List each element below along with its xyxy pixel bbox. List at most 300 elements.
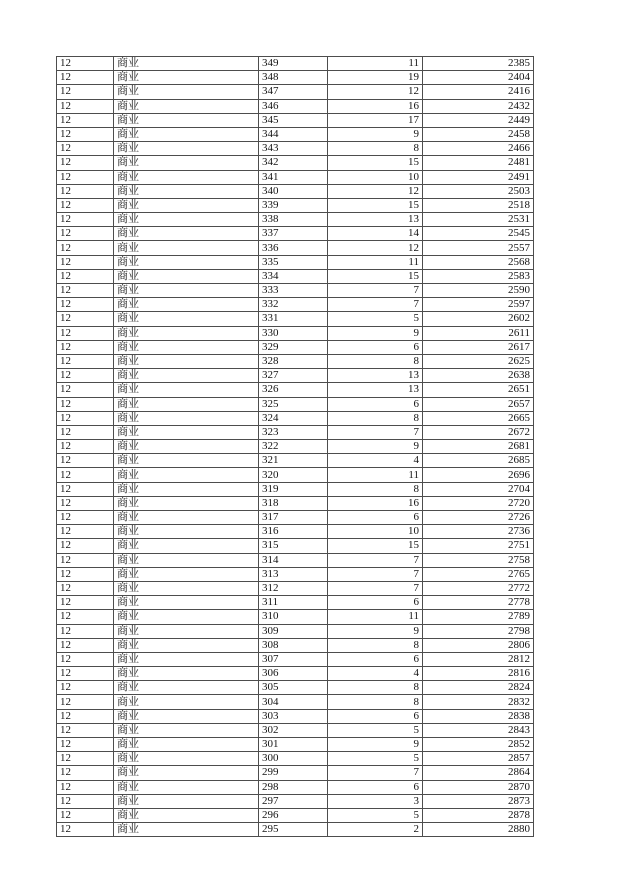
cell-category-name: 商业 xyxy=(114,482,259,496)
cell-category-code: 12 xyxy=(57,269,114,283)
cell-cumulative-count: 2518 xyxy=(423,198,534,212)
cell-cumulative-count: 2491 xyxy=(423,170,534,184)
cell-category-name: 商业 xyxy=(114,411,259,425)
table-row xyxy=(57,539,534,553)
cell-count: 6 xyxy=(328,652,423,666)
cell-score: 339 xyxy=(259,198,328,212)
cell-category-name: 商业 xyxy=(114,440,259,454)
cell-cumulative-count: 2838 xyxy=(423,709,534,723)
cell-count: 14 xyxy=(328,227,423,241)
cell-score: 310 xyxy=(259,610,328,624)
cell-count: 12 xyxy=(328,241,423,255)
table-row xyxy=(57,511,534,525)
cell-score: 303 xyxy=(259,709,328,723)
cell-category-code: 12 xyxy=(57,652,114,666)
cell-count: 7 xyxy=(328,425,423,439)
table-row xyxy=(57,709,534,723)
cell-category-name: 商业 xyxy=(114,638,259,652)
cell-cumulative-count: 2870 xyxy=(423,780,534,794)
cell-count: 9 xyxy=(328,127,423,141)
table-row xyxy=(57,468,534,482)
table-row xyxy=(57,454,534,468)
cell-category-code: 12 xyxy=(57,170,114,184)
table-row xyxy=(57,113,534,127)
table-row xyxy=(57,298,534,312)
cell-score: 318 xyxy=(259,496,328,510)
cell-category-code: 12 xyxy=(57,57,114,71)
cell-category-code: 12 xyxy=(57,496,114,510)
cell-count: 10 xyxy=(328,170,423,184)
cell-cumulative-count: 2602 xyxy=(423,312,534,326)
table-row xyxy=(57,525,534,539)
cell-category-name: 商业 xyxy=(114,241,259,255)
cell-cumulative-count: 2638 xyxy=(423,369,534,383)
cell-cumulative-count: 2503 xyxy=(423,184,534,198)
table-row xyxy=(57,766,534,780)
cell-category-name: 商业 xyxy=(114,709,259,723)
cell-cumulative-count: 2772 xyxy=(423,581,534,595)
table-row xyxy=(57,213,534,227)
cell-score: 300 xyxy=(259,752,328,766)
cell-category-name: 商业 xyxy=(114,156,259,170)
cell-category-name: 商业 xyxy=(114,340,259,354)
cell-cumulative-count: 2590 xyxy=(423,284,534,298)
score-distribution-table xyxy=(56,56,534,837)
cell-count: 6 xyxy=(328,780,423,794)
cell-score: 335 xyxy=(259,255,328,269)
cell-cumulative-count: 2812 xyxy=(423,652,534,666)
cell-category-name: 商业 xyxy=(114,496,259,510)
table-row xyxy=(57,425,534,439)
cell-score: 313 xyxy=(259,567,328,581)
cell-count: 8 xyxy=(328,411,423,425)
cell-count: 4 xyxy=(328,667,423,681)
cell-score: 331 xyxy=(259,312,328,326)
table-row xyxy=(57,596,534,610)
cell-cumulative-count: 2625 xyxy=(423,354,534,368)
table-row xyxy=(57,496,534,510)
cell-category-code: 12 xyxy=(57,184,114,198)
cell-cumulative-count: 2531 xyxy=(423,213,534,227)
cell-category-name: 商业 xyxy=(114,312,259,326)
table-row xyxy=(57,227,534,241)
table-row xyxy=(57,482,534,496)
cell-category-code: 12 xyxy=(57,156,114,170)
cell-score: 334 xyxy=(259,269,328,283)
cell-score: 326 xyxy=(259,383,328,397)
table-row xyxy=(57,567,534,581)
cell-count: 5 xyxy=(328,808,423,822)
cell-cumulative-count: 2449 xyxy=(423,113,534,127)
table-row xyxy=(57,170,534,184)
cell-score: 301 xyxy=(259,738,328,752)
cell-category-code: 12 xyxy=(57,794,114,808)
cell-cumulative-count: 2789 xyxy=(423,610,534,624)
cell-score: 314 xyxy=(259,553,328,567)
cell-count: 5 xyxy=(328,312,423,326)
table-row xyxy=(57,255,534,269)
cell-score: 308 xyxy=(259,638,328,652)
cell-category-code: 12 xyxy=(57,780,114,794)
cell-score: 296 xyxy=(259,808,328,822)
cell-category-name: 商业 xyxy=(114,766,259,780)
cell-cumulative-count: 2696 xyxy=(423,468,534,482)
table-row xyxy=(57,241,534,255)
cell-category-code: 12 xyxy=(57,709,114,723)
table-row xyxy=(57,695,534,709)
cell-category-name: 商业 xyxy=(114,354,259,368)
table-row xyxy=(57,142,534,156)
cell-category-name: 商业 xyxy=(114,213,259,227)
cell-score: 346 xyxy=(259,99,328,113)
cell-count: 7 xyxy=(328,581,423,595)
table-row xyxy=(57,156,534,170)
cell-cumulative-count: 2672 xyxy=(423,425,534,439)
cell-category-code: 12 xyxy=(57,397,114,411)
cell-count: 9 xyxy=(328,624,423,638)
cell-category-code: 12 xyxy=(57,213,114,227)
cell-score: 320 xyxy=(259,468,328,482)
cell-cumulative-count: 2816 xyxy=(423,667,534,681)
cell-cumulative-count: 2416 xyxy=(423,85,534,99)
table-row xyxy=(57,638,534,652)
cell-category-code: 12 xyxy=(57,241,114,255)
cell-category-name: 商业 xyxy=(114,596,259,610)
cell-score: 323 xyxy=(259,425,328,439)
table-row xyxy=(57,198,534,212)
cell-category-name: 商业 xyxy=(114,553,259,567)
table-row xyxy=(57,411,534,425)
cell-count: 8 xyxy=(328,638,423,652)
cell-category-name: 商业 xyxy=(114,794,259,808)
cell-cumulative-count: 2704 xyxy=(423,482,534,496)
cell-score: 328 xyxy=(259,354,328,368)
cell-cumulative-count: 2568 xyxy=(423,255,534,269)
cell-category-name: 商业 xyxy=(114,567,259,581)
cell-cumulative-count: 2832 xyxy=(423,695,534,709)
table-row xyxy=(57,397,534,411)
cell-category-name: 商业 xyxy=(114,57,259,71)
cell-score: 304 xyxy=(259,695,328,709)
cell-score: 312 xyxy=(259,581,328,595)
cell-count: 2 xyxy=(328,823,423,837)
cell-category-name: 商业 xyxy=(114,624,259,638)
cell-score: 349 xyxy=(259,57,328,71)
cell-category-name: 商业 xyxy=(114,298,259,312)
cell-cumulative-count: 2665 xyxy=(423,411,534,425)
cell-score: 324 xyxy=(259,411,328,425)
cell-category-name: 商业 xyxy=(114,170,259,184)
cell-category-name: 商业 xyxy=(114,198,259,212)
cell-category-name: 商业 xyxy=(114,227,259,241)
cell-score: 297 xyxy=(259,794,328,808)
cell-category-code: 12 xyxy=(57,354,114,368)
cell-count: 6 xyxy=(328,709,423,723)
cell-count: 17 xyxy=(328,113,423,127)
cell-score: 305 xyxy=(259,681,328,695)
cell-category-code: 12 xyxy=(57,411,114,425)
cell-category-code: 12 xyxy=(57,596,114,610)
table-row xyxy=(57,383,534,397)
cell-category-code: 12 xyxy=(57,624,114,638)
cell-count: 8 xyxy=(328,354,423,368)
cell-category-name: 商业 xyxy=(114,142,259,156)
cell-category-code: 12 xyxy=(57,482,114,496)
cell-cumulative-count: 2824 xyxy=(423,681,534,695)
cell-category-name: 商业 xyxy=(114,425,259,439)
cell-score: 338 xyxy=(259,213,328,227)
cell-category-name: 商业 xyxy=(114,752,259,766)
cell-category-name: 商业 xyxy=(114,610,259,624)
table-row xyxy=(57,127,534,141)
cell-category-code: 12 xyxy=(57,511,114,525)
cell-category-code: 12 xyxy=(57,823,114,837)
cell-category-code: 12 xyxy=(57,738,114,752)
cell-score: 337 xyxy=(259,227,328,241)
cell-count: 9 xyxy=(328,326,423,340)
cell-score: 340 xyxy=(259,184,328,198)
cell-score: 295 xyxy=(259,823,328,837)
cell-score: 319 xyxy=(259,482,328,496)
cell-count: 11 xyxy=(328,610,423,624)
table-row xyxy=(57,681,534,695)
cell-cumulative-count: 2481 xyxy=(423,156,534,170)
cell-count: 11 xyxy=(328,255,423,269)
table-row xyxy=(57,57,534,71)
cell-category-code: 12 xyxy=(57,425,114,439)
cell-category-code: 12 xyxy=(57,567,114,581)
table-row xyxy=(57,553,534,567)
cell-score: 341 xyxy=(259,170,328,184)
cell-cumulative-count: 2864 xyxy=(423,766,534,780)
cell-score: 309 xyxy=(259,624,328,638)
cell-category-name: 商业 xyxy=(114,397,259,411)
cell-category-name: 商业 xyxy=(114,383,259,397)
cell-cumulative-count: 2545 xyxy=(423,227,534,241)
cell-category-name: 商业 xyxy=(114,667,259,681)
cell-category-code: 12 xyxy=(57,808,114,822)
table-row xyxy=(57,723,534,737)
cell-cumulative-count: 2857 xyxy=(423,752,534,766)
cell-score: 306 xyxy=(259,667,328,681)
cell-cumulative-count: 2726 xyxy=(423,511,534,525)
cell-cumulative-count: 2751 xyxy=(423,539,534,553)
cell-category-code: 12 xyxy=(57,99,114,113)
cell-count: 9 xyxy=(328,738,423,752)
cell-category-code: 12 xyxy=(57,539,114,553)
cell-score: 348 xyxy=(259,71,328,85)
cell-count: 15 xyxy=(328,198,423,212)
table-row xyxy=(57,780,534,794)
cell-score: 345 xyxy=(259,113,328,127)
cell-cumulative-count: 2736 xyxy=(423,525,534,539)
cell-score: 317 xyxy=(259,511,328,525)
cell-category-code: 12 xyxy=(57,695,114,709)
cell-score: 325 xyxy=(259,397,328,411)
cell-cumulative-count: 2657 xyxy=(423,397,534,411)
cell-category-name: 商业 xyxy=(114,681,259,695)
cell-category-code: 12 xyxy=(57,326,114,340)
cell-count: 10 xyxy=(328,525,423,539)
cell-category-code: 12 xyxy=(57,638,114,652)
cell-cumulative-count: 2843 xyxy=(423,723,534,737)
cell-category-code: 12 xyxy=(57,667,114,681)
cell-category-code: 12 xyxy=(57,312,114,326)
cell-score: 342 xyxy=(259,156,328,170)
cell-category-name: 商业 xyxy=(114,255,259,269)
cell-cumulative-count: 2597 xyxy=(423,298,534,312)
table-row xyxy=(57,794,534,808)
cell-category-code: 12 xyxy=(57,227,114,241)
cell-count: 13 xyxy=(328,369,423,383)
cell-score: 321 xyxy=(259,454,328,468)
cell-count: 6 xyxy=(328,397,423,411)
cell-cumulative-count: 2458 xyxy=(423,127,534,141)
cell-score: 332 xyxy=(259,298,328,312)
cell-cumulative-count: 2466 xyxy=(423,142,534,156)
cell-cumulative-count: 2852 xyxy=(423,738,534,752)
cell-category-name: 商业 xyxy=(114,539,259,553)
cell-score: 329 xyxy=(259,340,328,354)
cell-cumulative-count: 2617 xyxy=(423,340,534,354)
cell-count: 6 xyxy=(328,340,423,354)
table-row xyxy=(57,369,534,383)
cell-count: 8 xyxy=(328,482,423,496)
cell-cumulative-count: 2758 xyxy=(423,553,534,567)
table-row xyxy=(57,752,534,766)
cell-category-code: 12 xyxy=(57,766,114,780)
cell-category-code: 12 xyxy=(57,752,114,766)
cell-category-code: 12 xyxy=(57,525,114,539)
table-row xyxy=(57,823,534,837)
table-row xyxy=(57,610,534,624)
cell-category-code: 12 xyxy=(57,85,114,99)
cell-cumulative-count: 2798 xyxy=(423,624,534,638)
table-row xyxy=(57,354,534,368)
cell-cumulative-count: 2611 xyxy=(423,326,534,340)
table-row xyxy=(57,184,534,198)
cell-category-code: 12 xyxy=(57,681,114,695)
cell-count: 5 xyxy=(328,752,423,766)
cell-count: 13 xyxy=(328,383,423,397)
cell-count: 8 xyxy=(328,695,423,709)
cell-score: 347 xyxy=(259,85,328,99)
cell-category-code: 12 xyxy=(57,454,114,468)
cell-score: 298 xyxy=(259,780,328,794)
table-row xyxy=(57,581,534,595)
cell-count: 7 xyxy=(328,298,423,312)
cell-cumulative-count: 2432 xyxy=(423,99,534,113)
cell-cumulative-count: 2878 xyxy=(423,808,534,822)
cell-score: 299 xyxy=(259,766,328,780)
cell-score: 322 xyxy=(259,440,328,454)
cell-cumulative-count: 2651 xyxy=(423,383,534,397)
cell-category-code: 12 xyxy=(57,723,114,737)
cell-count: 11 xyxy=(328,468,423,482)
cell-count: 4 xyxy=(328,454,423,468)
cell-category-code: 12 xyxy=(57,142,114,156)
cell-score: 302 xyxy=(259,723,328,737)
cell-score: 333 xyxy=(259,284,328,298)
cell-category-name: 商业 xyxy=(114,823,259,837)
cell-count: 15 xyxy=(328,269,423,283)
table-row xyxy=(57,624,534,638)
cell-count: 11 xyxy=(328,57,423,71)
cell-category-code: 12 xyxy=(57,71,114,85)
table-row xyxy=(57,340,534,354)
cell-count: 15 xyxy=(328,539,423,553)
cell-count: 7 xyxy=(328,553,423,567)
cell-score: 311 xyxy=(259,596,328,610)
cell-count: 8 xyxy=(328,142,423,156)
cell-count: 9 xyxy=(328,440,423,454)
cell-category-name: 商业 xyxy=(114,184,259,198)
cell-count: 7 xyxy=(328,766,423,780)
cell-score: 315 xyxy=(259,539,328,553)
table-row xyxy=(57,99,534,113)
table-row xyxy=(57,738,534,752)
cell-category-code: 12 xyxy=(57,610,114,624)
cell-cumulative-count: 2873 xyxy=(423,794,534,808)
cell-category-name: 商业 xyxy=(114,127,259,141)
cell-category-code: 12 xyxy=(57,298,114,312)
cell-count: 13 xyxy=(328,213,423,227)
table-row xyxy=(57,326,534,340)
cell-count: 12 xyxy=(328,85,423,99)
cell-category-name: 商业 xyxy=(114,808,259,822)
cell-count: 5 xyxy=(328,723,423,737)
cell-category-name: 商业 xyxy=(114,723,259,737)
cell-count: 6 xyxy=(328,596,423,610)
cell-category-name: 商业 xyxy=(114,71,259,85)
table-row xyxy=(57,440,534,454)
cell-category-code: 12 xyxy=(57,340,114,354)
cell-score: 344 xyxy=(259,127,328,141)
cell-category-code: 12 xyxy=(57,284,114,298)
cell-category-name: 商业 xyxy=(114,468,259,482)
cell-score: 336 xyxy=(259,241,328,255)
cell-count: 19 xyxy=(328,71,423,85)
cell-cumulative-count: 2880 xyxy=(423,823,534,837)
cell-category-name: 商业 xyxy=(114,738,259,752)
cell-score: 316 xyxy=(259,525,328,539)
cell-category-name: 商业 xyxy=(114,511,259,525)
cell-count: 16 xyxy=(328,496,423,510)
cell-cumulative-count: 2778 xyxy=(423,596,534,610)
cell-count: 12 xyxy=(328,184,423,198)
cell-category-code: 12 xyxy=(57,113,114,127)
cell-cumulative-count: 2681 xyxy=(423,440,534,454)
cell-category-name: 商业 xyxy=(114,284,259,298)
cell-score: 343 xyxy=(259,142,328,156)
cell-category-name: 商业 xyxy=(114,525,259,539)
cell-cumulative-count: 2583 xyxy=(423,269,534,283)
table-row xyxy=(57,312,534,326)
table-row xyxy=(57,808,534,822)
cell-category-name: 商业 xyxy=(114,695,259,709)
cell-score: 307 xyxy=(259,652,328,666)
cell-score: 327 xyxy=(259,369,328,383)
cell-category-name: 商业 xyxy=(114,99,259,113)
cell-category-code: 12 xyxy=(57,198,114,212)
cell-category-name: 商业 xyxy=(114,85,259,99)
cell-cumulative-count: 2765 xyxy=(423,567,534,581)
table-row xyxy=(57,71,534,85)
table-row xyxy=(57,269,534,283)
cell-category-code: 12 xyxy=(57,383,114,397)
table-row xyxy=(57,667,534,681)
cell-category-code: 12 xyxy=(57,440,114,454)
